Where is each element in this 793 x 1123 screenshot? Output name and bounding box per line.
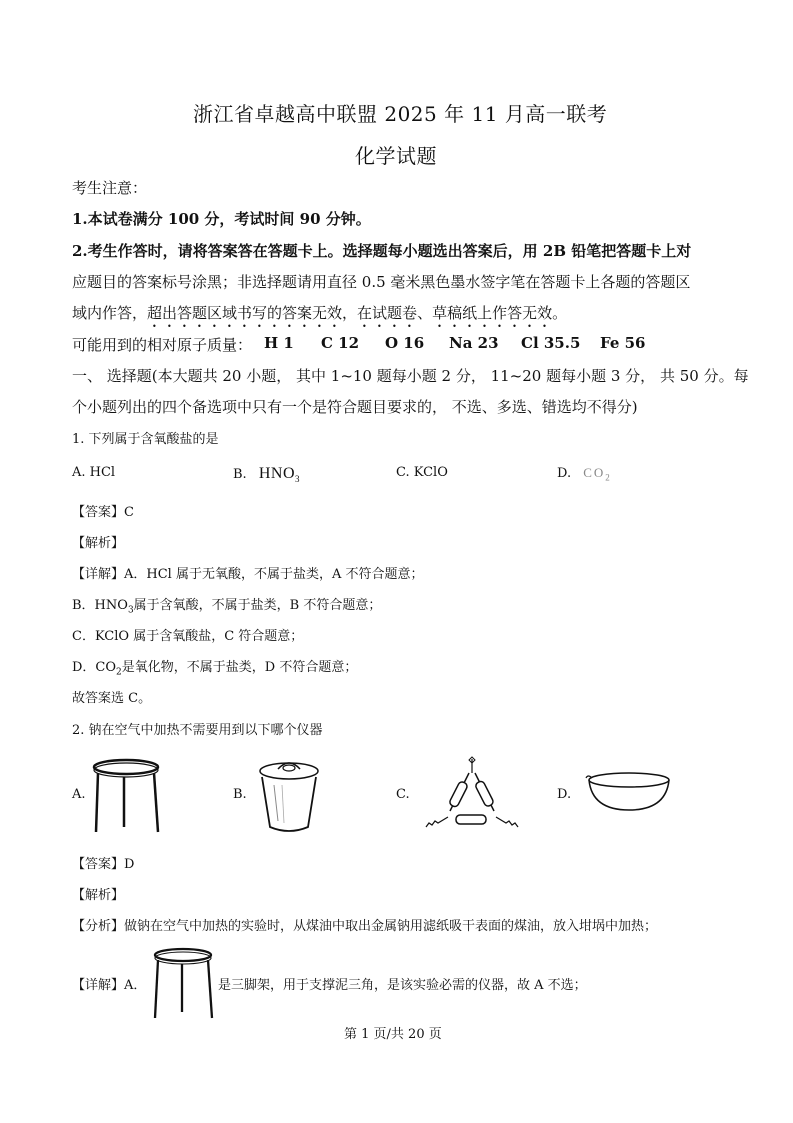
tripod-icon [150,946,216,1020]
notice-text: 。 [552,304,568,322]
detail-text: 属于含氧酸，不属于盐类，B 不符合题意； [133,598,382,613]
page-number: 第 1 页/共 20 页 [344,1027,442,1042]
option-label: D. [557,466,572,481]
formula-main: CO [583,465,606,480]
atomic-mass-label: 可能用到的相对原子质量： [72,336,253,354]
q1-option-d [557,465,612,483]
notice-heading: 考生注意： [72,179,148,197]
q1-analysis: 【解析】 [72,536,125,551]
atomic-mass-c: C 12 [321,334,360,352]
formula-subscript: 3 [127,605,134,616]
formula-main: HNO [258,465,295,482]
q1-detail-1: 【详解】A．HCl 属于无氧酸，不属于盐类，A 不符合题意； [72,567,424,582]
q2-option-a-label: A. [72,787,86,802]
q1-option-c: C. KClO [396,465,448,480]
section-heading-line-2: 个小题列出的四个备选项中只有一个是符合题目要求的， 不选、多选、错选均不得分) [72,398,638,416]
atomic-mass-h: H 1 [264,334,294,352]
atomic-mass-na: Na 23 [449,334,499,352]
notice-item-1: 1.本试卷满分 100 分，考试时间 90 分钟。 [72,210,371,228]
q1-stem: 1. 下列属于含氧酸盐的是 [72,432,219,447]
notice-item-2-line-3 [72,302,567,331]
q1-detail-4 [72,656,357,678]
option-label: B. [233,467,247,482]
q2-fenxi: 【分析】做钠在空气中加热的实验时，从煤油中取出金属钠用滤纸吸干表面的煤油，放入坩埚中加热； [72,919,658,934]
notice-item-2-line-1: 2.考生作答时，请将答案答在答题卡上。选择题每小题选出答案后，用 2B 铅笔把答题卡上对 [72,242,692,260]
q2-detail-text: 是三脚架，用于支撑泥三角，是该实验必需的仪器，故 A 不选； [218,978,587,993]
formula-subscript: 2 [605,472,612,483]
formula-subscript: 3 [295,474,300,485]
section-heading-line-1: 一、 选择题(本大题共 20 小题， 其中 1~10 题每小题 2 分， 11~20 题每小题 3 分， 共 50 分。每 [72,367,749,385]
crucible-icon [256,757,322,835]
notice-text: 域内作答， [72,304,148,322]
detail-text: B．HNO [72,598,128,613]
evaporating-dish-icon [584,768,674,816]
q2-stem: 2. 钠在空气中加热不需要用到以下哪个仪器 [72,723,323,738]
q1-option-b [233,465,300,484]
q2-detail-prefix: 【详解】A． [72,978,147,993]
notice-text: 、 [417,304,433,322]
notice-item-2-line-2: 应题目的答案标号涂黑；非选择题请用直径 0.5 毫米黑色墨水签字笔在答题卡上各题的答题区 [72,273,691,291]
formula-subscript: 2 [116,667,122,678]
atomic-mass-fe: Fe 56 [600,334,646,352]
page-title: 浙江省卓越高中联盟 2025 年 11 月高一联考 [193,102,608,126]
formula [583,465,612,483]
q2-answer: 【答案】D [72,857,135,872]
notice-text: ， [342,304,358,322]
atomic-mass-o: O 16 [385,334,425,352]
detail-text: D．CO [72,660,117,675]
q2-option-c-label: C. [396,787,410,802]
q1-detail-3: C．KClO 属于含氧酸盐，C 符合题意； [72,629,304,644]
page-subtitle: 化学试题 [355,144,437,168]
clay-triangle-icon [420,755,524,837]
atomic-mass-cl: Cl 35.5 [521,334,581,352]
formula [258,465,300,485]
q2-option-d-label: D. [557,787,572,802]
q2-option-b-label: B. [233,787,247,802]
emphasis-text: 草稿纸上作答无效 [432,304,553,322]
q1-conclusion: 故答案选 C。 [72,691,152,706]
q1-option-a: A. HCl [72,465,116,480]
emphasis-text: 超出答题区域书写的答案无效 [147,304,343,322]
q1-detail-2 [72,594,381,616]
q2-analysis: 【解析】 [72,888,125,903]
emphasis-text: 在试题卷 [357,304,418,322]
tripod-icon [88,757,164,835]
detail-text: 是氧化物，不属于盐类，D 不符合题意； [121,660,358,675]
q1-answer: 【答案】C [72,505,134,520]
